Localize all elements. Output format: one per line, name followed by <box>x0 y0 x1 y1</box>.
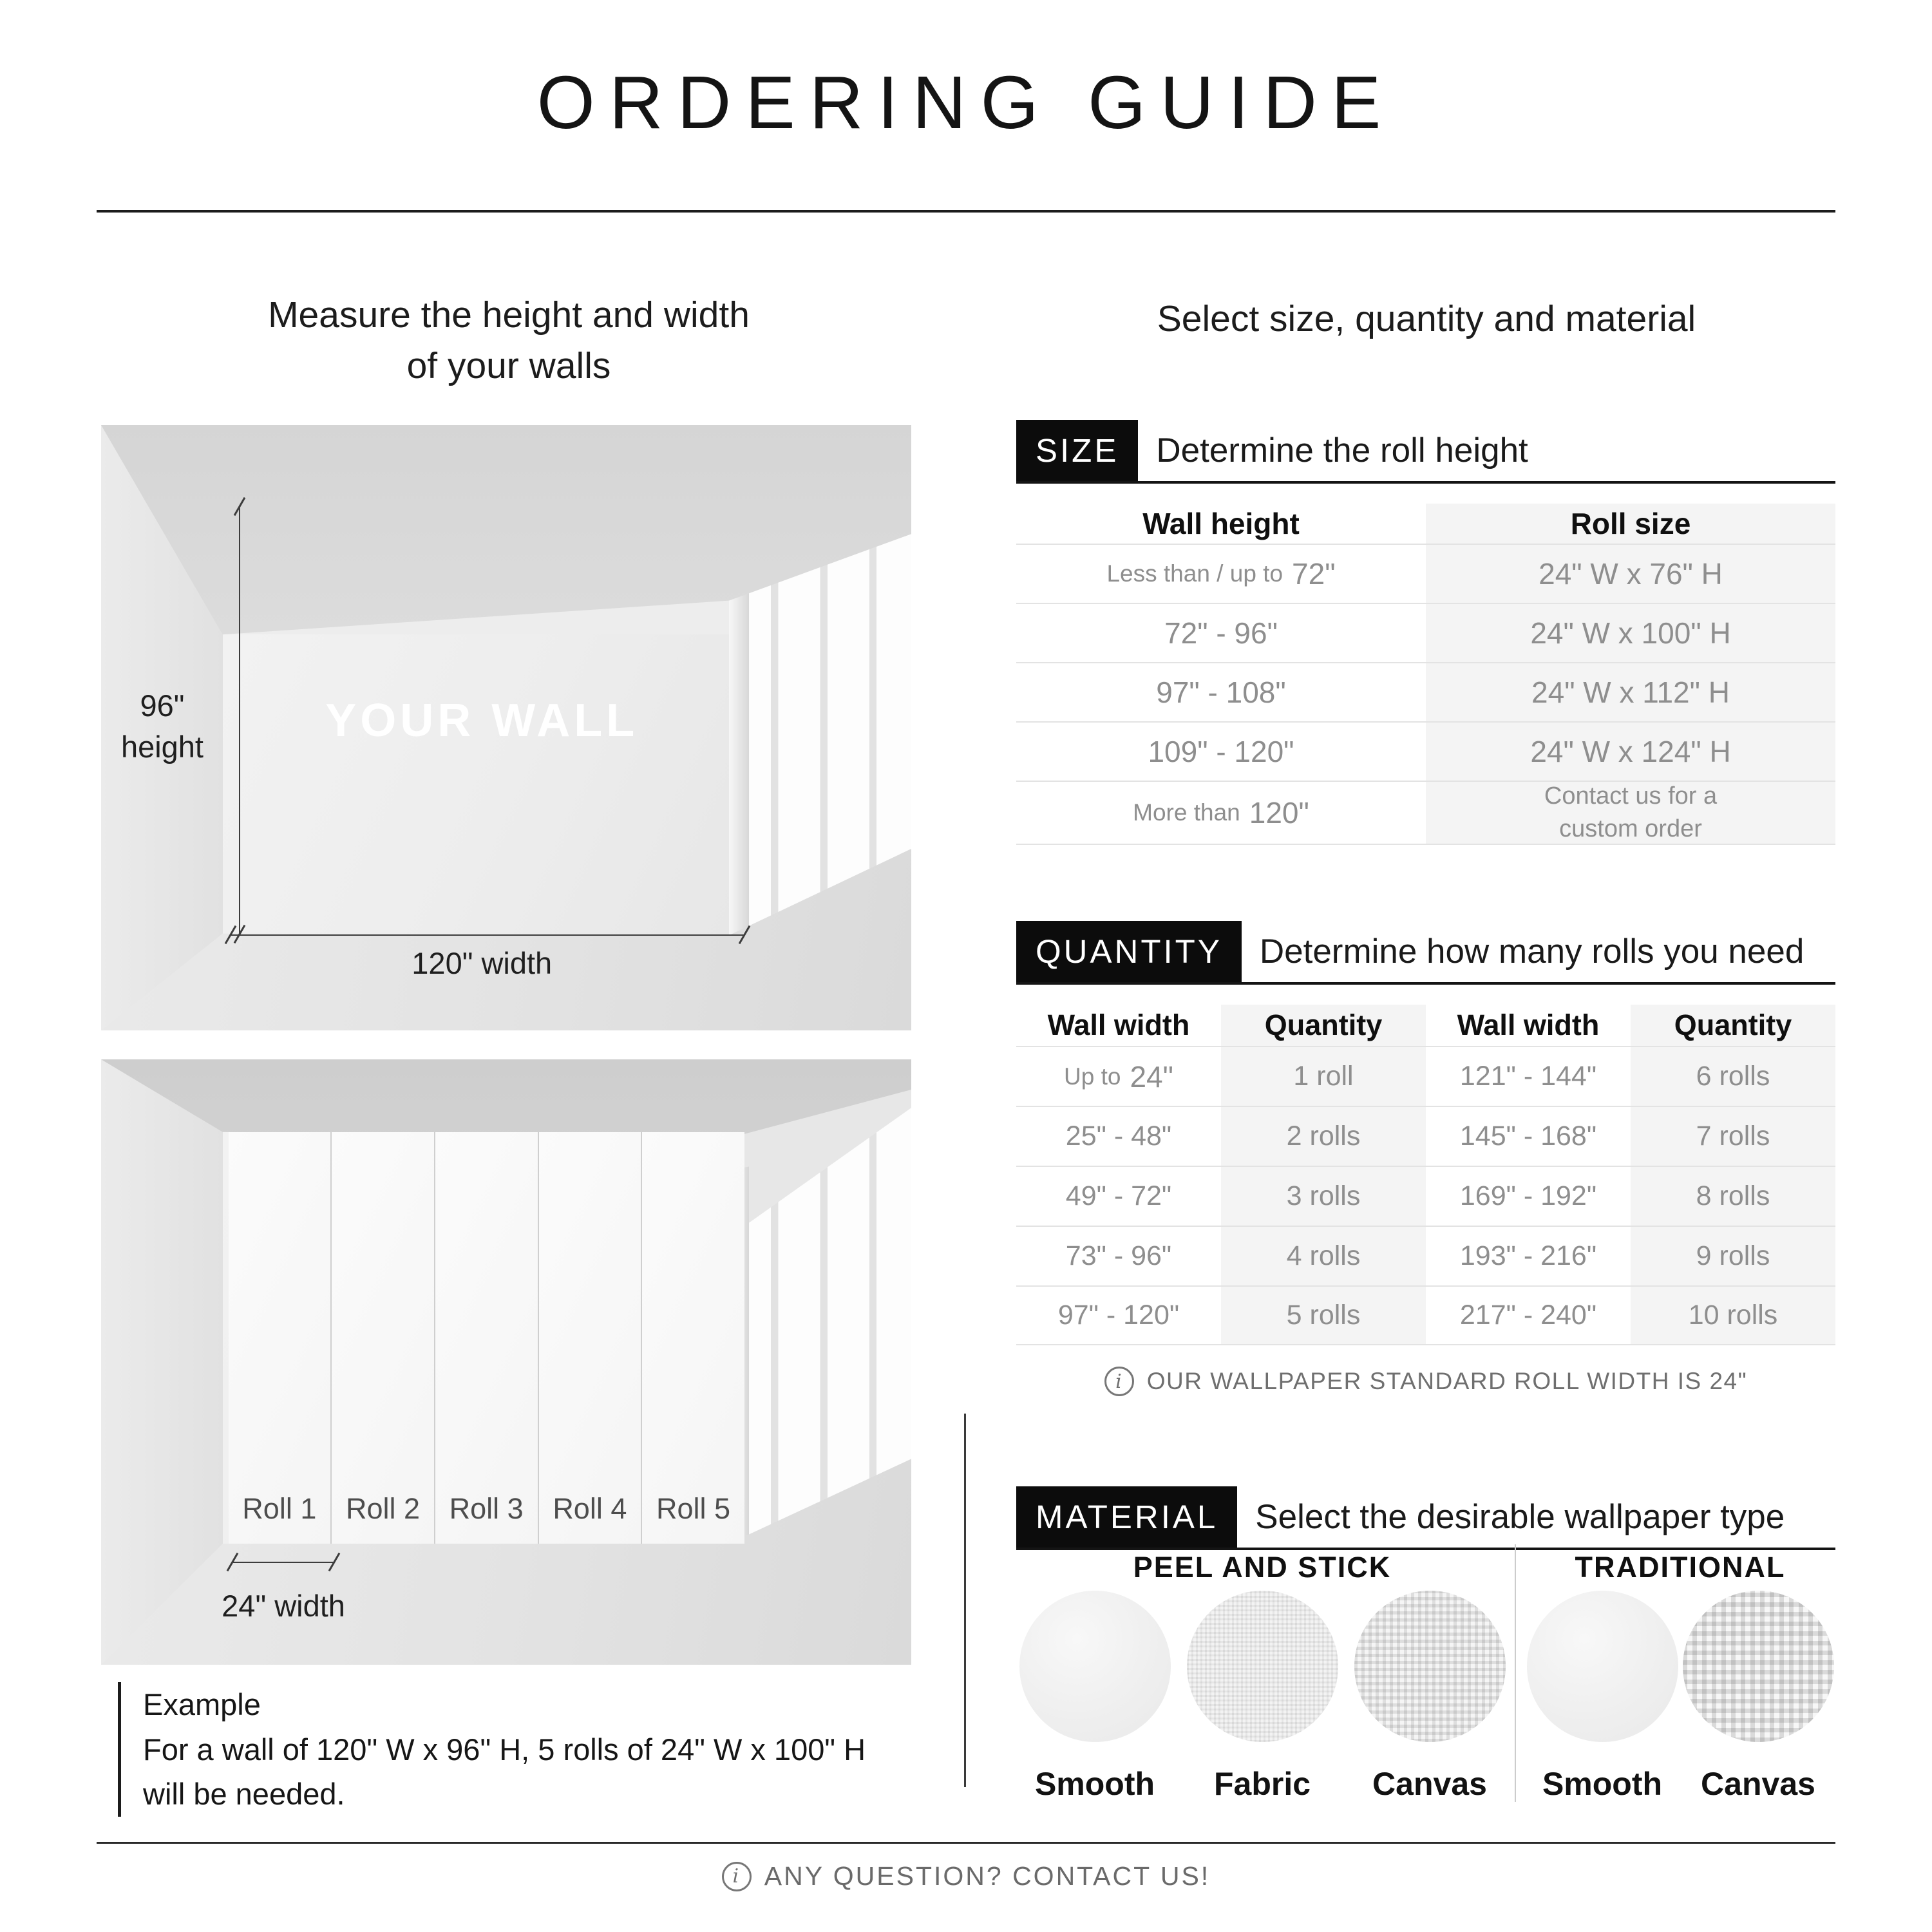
size-roll-value: 24" W x 76" H <box>1539 557 1723 591</box>
qty-cell-wall: 169" - 192" <box>1426 1166 1631 1226</box>
canvas-texture-image <box>1354 1591 1506 1742</box>
size-cell-wall <box>1016 662 1426 721</box>
example-line2: will be needed. <box>143 1777 345 1812</box>
size-section-title: Determine the roll height <box>1156 431 1528 469</box>
page-title: ORDERING GUIDE <box>536 61 1396 144</box>
size-roll-value: 24" W x 124" H <box>1530 735 1731 768</box>
qty-cell-qty: 8 rolls <box>1631 1166 1835 1226</box>
footer <box>0 1861 1932 1891</box>
qty-cell-qty: 2 rolls <box>1221 1106 1426 1166</box>
swatch-label: Canvas <box>1372 1766 1487 1802</box>
traditional-swatches <box>1525 1591 1835 1803</box>
swatch-canvas <box>1352 1591 1507 1803</box>
size-wall-prefix: Less than / up to <box>1106 560 1283 587</box>
roll-label: Roll 3 <box>449 1492 524 1525</box>
size-wall-value: 120" <box>1249 796 1309 829</box>
smooth-texture-image <box>1527 1591 1678 1742</box>
size-cell-wall <box>1016 781 1426 845</box>
your-wall-label: YOUR WALL <box>325 695 639 747</box>
quantity-section-title: Determine how many rolls you need <box>1259 933 1804 971</box>
size-roll-custom-line1: Contact us for a <box>1544 782 1718 810</box>
size-wall-value: 97" - 108" <box>1156 676 1286 709</box>
swatch-label: Canvas <box>1701 1766 1815 1802</box>
measure-heading-line2: of your walls <box>406 345 611 386</box>
size-wall-value: 72" <box>1292 557 1336 591</box>
qty-cell-wall: 49" - 72" <box>1016 1166 1221 1226</box>
size-wall-value: 72" - 96" <box>1164 616 1278 650</box>
qty-cell-qty: 5 rolls <box>1221 1285 1426 1345</box>
size-cell-wall <box>1016 544 1426 603</box>
size-wall-prefix: More than <box>1133 799 1240 826</box>
size-cell-roll <box>1426 721 1835 781</box>
swatch-canvas <box>1681 1591 1835 1803</box>
roll-panel <box>229 1132 332 1544</box>
qty-wall-prefix: Up to <box>1064 1063 1121 1090</box>
material-badge: MATERIAL <box>1016 1486 1237 1548</box>
qty-cell-qty: 10 rolls <box>1631 1285 1835 1345</box>
qty-wall-value: 24" <box>1130 1059 1173 1094</box>
roll-width-label: 24" width <box>222 1588 345 1623</box>
qty-cell-wall: 97" - 120" <box>1016 1285 1221 1345</box>
qty-cell-qty: 9 rolls <box>1631 1226 1835 1285</box>
roll-label: Roll 4 <box>553 1492 627 1525</box>
peel-and-stick-swatches <box>1018 1591 1507 1803</box>
qty-col-header-wall: Wall width <box>1047 1009 1190 1041</box>
wall-height-label <box>104 685 221 767</box>
measure-heading-line1: Measure the height and width <box>268 294 750 336</box>
quantity-table <box>1016 1005 1835 1345</box>
size-wall-value: 109" - 120" <box>1148 735 1294 768</box>
roll-width-note <box>1016 1367 1835 1396</box>
qty-cell-wall: 25" - 48" <box>1016 1106 1221 1166</box>
qty-col-header-wall: Wall width <box>1457 1009 1600 1041</box>
quantity-section-header <box>1016 921 1835 985</box>
wallpaper-roll-panels <box>229 1132 744 1544</box>
wall-height-value: 96" <box>140 688 185 723</box>
swatch-label: Fabric <box>1213 1766 1311 1802</box>
roll-width-dimension-line <box>232 1562 335 1563</box>
size-col-header-wall: Wall height <box>1142 507 1300 540</box>
info-icon: i <box>1104 1367 1134 1396</box>
room-main-wall <box>223 634 729 934</box>
roll-label: Roll 1 <box>242 1492 317 1525</box>
qty-cell-wall: 121" - 144" <box>1426 1046 1631 1106</box>
roll-panel <box>642 1132 744 1544</box>
qty-cell-qty: 3 rolls <box>1221 1166 1426 1226</box>
size-section-header <box>1016 420 1835 484</box>
room-illustration-rolls <box>101 1059 911 1665</box>
qty-cell-qty: 1 roll <box>1221 1046 1426 1106</box>
example-block <box>118 1682 910 1817</box>
height-dimension-line <box>239 507 240 934</box>
size-roll-custom-line2: custom order <box>1559 815 1702 842</box>
qty-cell-wall <box>1016 1046 1221 1106</box>
qty-cell-wall: 145" - 168" <box>1426 1106 1631 1166</box>
size-cell-roll <box>1426 662 1835 721</box>
smooth-texture-image <box>1019 1591 1171 1742</box>
qty-cell-qty: 7 rolls <box>1631 1106 1835 1166</box>
roll-label: Roll 2 <box>345 1492 421 1525</box>
size-cell-roll <box>1426 781 1835 845</box>
size-cell-roll <box>1426 544 1835 603</box>
title-divider <box>97 210 1835 213</box>
size-col-header-roll: Roll size <box>1426 504 1835 544</box>
qty-cell-wall: 217" - 240" <box>1426 1285 1631 1345</box>
roll-panel <box>539 1132 643 1544</box>
material-group-divider <box>1515 1544 1516 1802</box>
roll-panel <box>435 1132 539 1544</box>
swatch-smooth <box>1525 1591 1680 1803</box>
column-divider <box>964 1414 966 1787</box>
select-heading: Select size, quantity and material <box>1157 298 1696 339</box>
qty-cell-qty: 6 rolls <box>1631 1046 1835 1106</box>
footer-text: ANY QUESTION? CONTACT US! <box>764 1861 1211 1891</box>
width-dimension-line <box>231 934 744 936</box>
size-table <box>1016 504 1835 845</box>
wall-width-label: 120" width <box>412 946 553 981</box>
material-section-title: Select the desirable wallpaper type <box>1255 1498 1785 1536</box>
size-cell-roll <box>1426 603 1835 662</box>
canvas-texture-image <box>1683 1591 1834 1742</box>
material-section-header <box>1016 1486 1835 1550</box>
swatch-label: Smooth <box>1542 1766 1663 1802</box>
fabric-texture-image <box>1187 1591 1338 1742</box>
size-roll-value: 24" W x 112" H <box>1531 676 1730 709</box>
size-roll-value: 24" W x 100" H <box>1530 616 1731 650</box>
info-icon: i <box>722 1862 752 1891</box>
material-group-peel-and-stick: PEEL AND STICK <box>1133 1551 1392 1584</box>
qty-cell-wall: 193" - 216" <box>1426 1226 1631 1285</box>
swatch-fabric <box>1185 1591 1340 1803</box>
example-title: Example <box>143 1687 261 1721</box>
roll-label: Roll 5 <box>656 1492 731 1525</box>
roll-width-note-text: OUR WALLPAPER STANDARD ROLL WIDTH IS 24" <box>1146 1368 1748 1394</box>
size-cell-wall <box>1016 721 1426 781</box>
material-group-traditional: TRADITIONAL <box>1575 1551 1786 1584</box>
qty-cell-qty: 4 rolls <box>1221 1226 1426 1285</box>
size-cell-wall <box>1016 603 1426 662</box>
quantity-badge: QUANTITY <box>1016 921 1242 982</box>
roll-panel <box>332 1132 435 1544</box>
wall-height-word: height <box>120 729 204 764</box>
qty-col-header-qty: Quantity <box>1221 1005 1426 1046</box>
swatch-smooth <box>1018 1591 1172 1803</box>
size-badge: SIZE <box>1016 420 1138 481</box>
qty-cell-wall: 73" - 96" <box>1016 1226 1221 1285</box>
measure-heading <box>103 290 914 391</box>
room-illustration-measure <box>101 425 911 1030</box>
swatch-label: Smooth <box>1034 1766 1155 1802</box>
footer-divider <box>97 1842 1835 1844</box>
qty-col-header-qty: Quantity <box>1631 1005 1835 1046</box>
example-line1: For a wall of 120" W x 96" H, 5 rolls of 24" W x 100" H <box>143 1732 866 1766</box>
